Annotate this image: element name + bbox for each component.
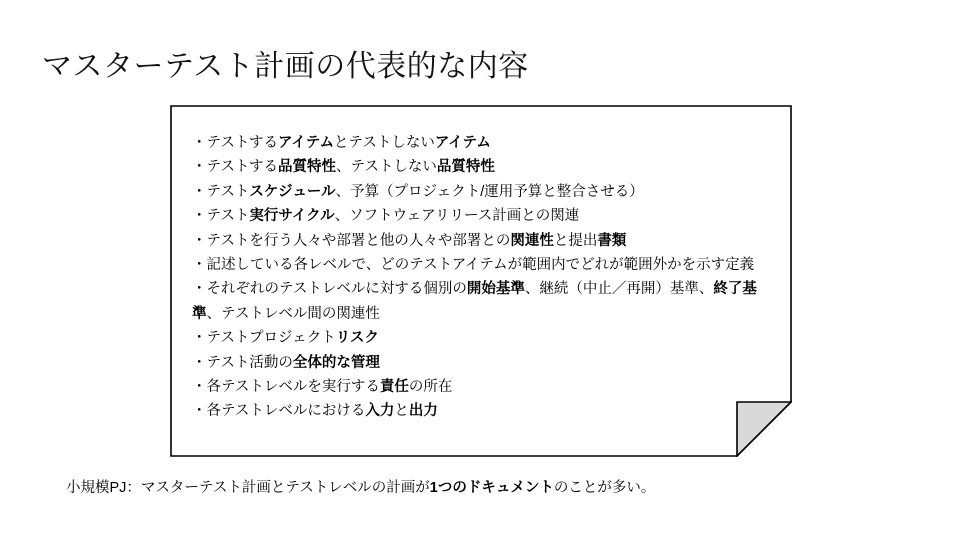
body-text: ・テスト [192,183,250,200]
emphasis-text: 開始基準 [466,281,525,298]
emphasis-text: 入力 [365,403,395,420]
emphasis-text: 責任 [379,379,409,396]
note-card [170,105,792,457]
body-text: 、テストレベル間の関連性 [206,305,380,322]
emphasis-text: アイテム [434,135,491,151]
body-text: ・それぞれのテストレベルに対する個別の [192,281,467,298]
list-item [192,399,774,423]
body-text: ・テストを行う人々や部署と他の人々や部署との [192,232,511,249]
body-text: 、ソフトウェアリリース計画との関連 [334,208,580,225]
list-item [192,351,774,375]
body-text: ・テスト [192,208,250,225]
footnote [66,478,655,498]
emphasis-text: 書類 [597,232,627,249]
list-item [192,180,774,204]
note-content-list [192,131,774,424]
body-text: ・テストプロジェクト [192,330,336,347]
body-text: とテストしない [333,135,435,151]
emphasis-text: 出力 [408,403,438,420]
body-text: と [394,403,409,420]
body-text: 小規模PJ：マスターテスト計画とテストレベルの計画が [66,480,430,496]
list-item [192,155,774,179]
emphasis-text: 全体的な管理 [292,354,380,371]
emphasis-text: アイテム [278,135,334,151]
list-item [192,131,774,155]
page-title: マスターテスト計画の代表的な内容 [42,50,529,83]
emphasis-text: 1つのドキュメント [429,480,554,496]
body-text: の所在 [408,379,453,396]
list-item [192,253,774,277]
emphasis-text: 品質特性 [278,159,336,176]
body-text: ・テストする [192,159,278,176]
body-text: と提出 [553,232,598,249]
body-text: 、テストしない [336,159,437,176]
list-item [192,229,774,253]
body-text: ・各テストレベルにおける [192,403,366,420]
list-item [192,326,774,350]
body-text: 、予算（プロジェクト/運用予算と整合させる） [335,183,644,200]
emphasis-text: 終了基準 [192,281,757,322]
body-text: ・テストする [192,135,278,151]
body-text: ・記述している各レベルで、どのテストアイテムが範囲内でどれが範囲外かを示す定義 [192,257,755,274]
body-text: ・各テストレベルを実行する [192,379,380,396]
body-text: 、継続（中止／再開）基準、 [524,281,714,298]
emphasis-text: 品質特性 [436,159,495,176]
list-item [192,375,774,399]
list-item [192,204,774,228]
list-item [192,277,774,326]
emphasis-text: 関連性 [510,232,554,249]
emphasis-text: リスク [335,330,379,347]
body-text: ・テスト活動の [192,354,293,371]
body-text: のことが多い。 [553,480,656,496]
emphasis-text: スケジュール [249,183,336,200]
emphasis-text: 実行サイクル [249,208,335,225]
